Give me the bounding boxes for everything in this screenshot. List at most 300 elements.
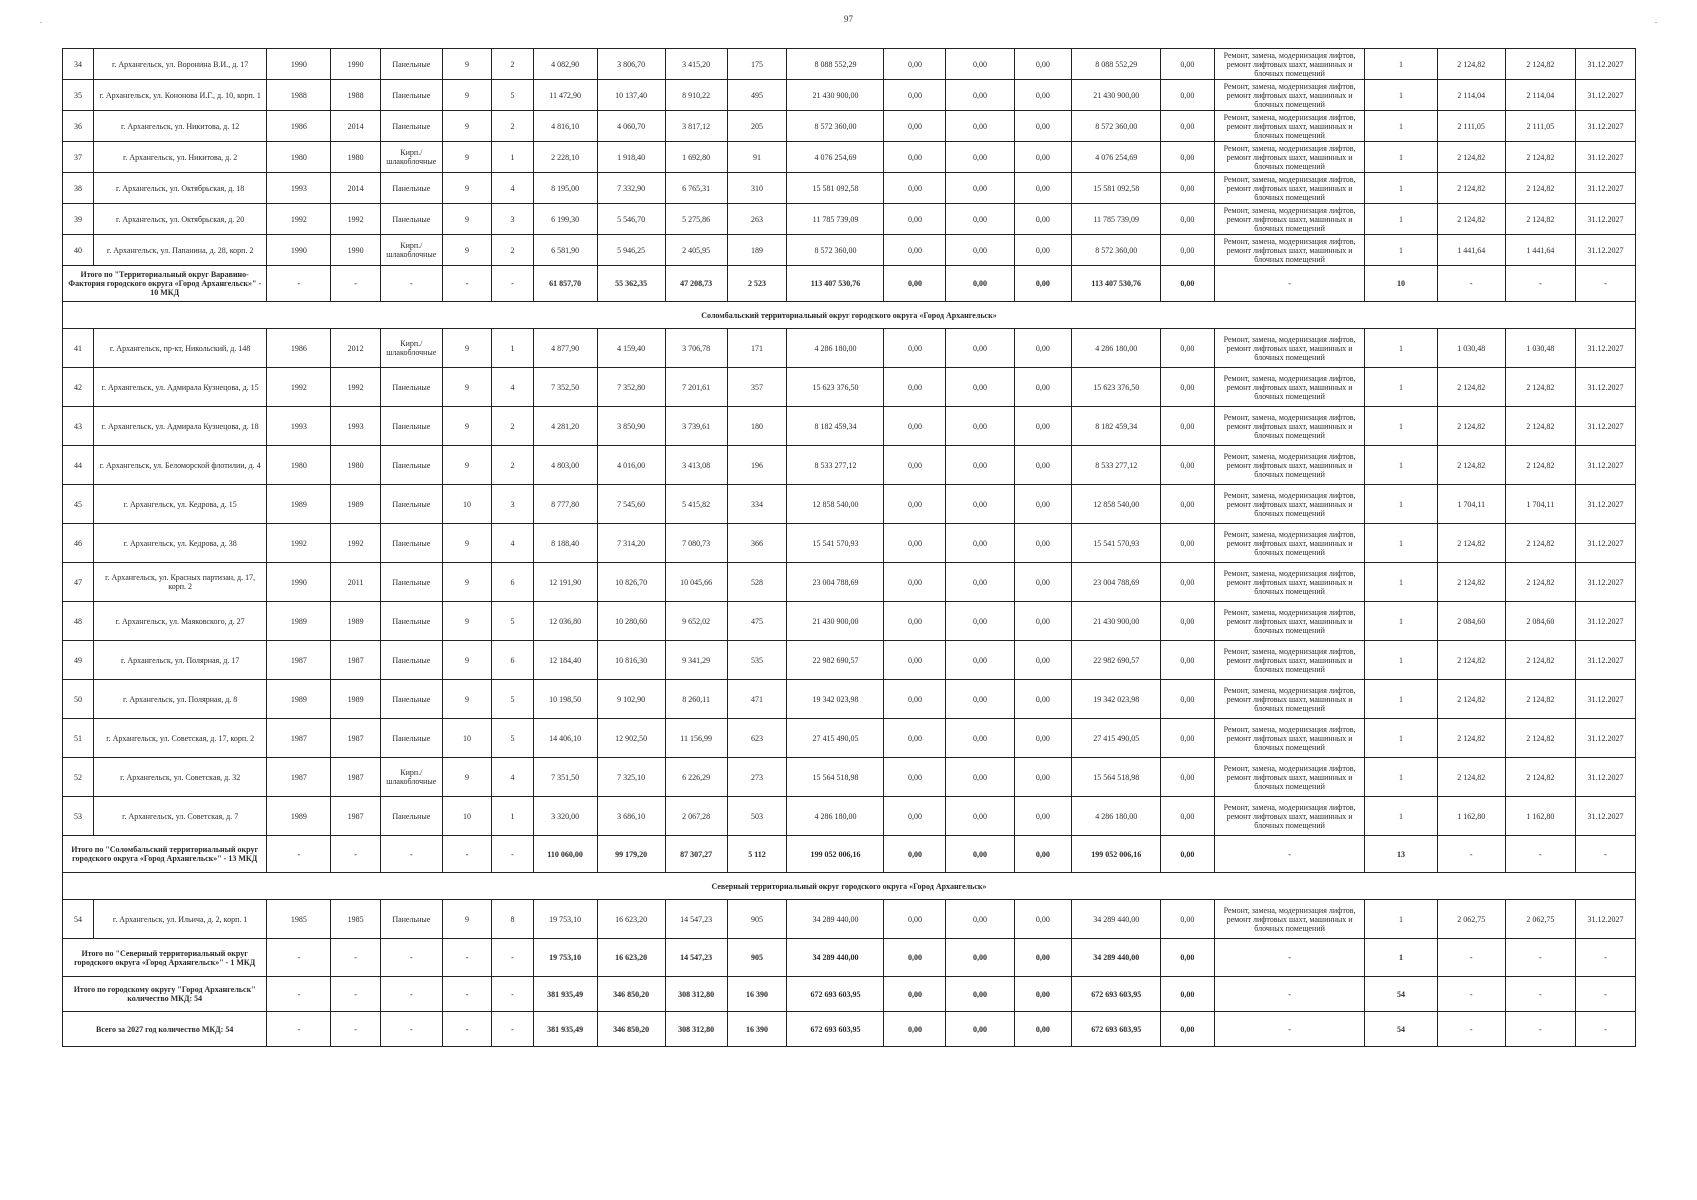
total-cost: 15 623 376,50 [787, 368, 884, 407]
unit-cost: 1 162,80 [1437, 797, 1505, 836]
fund-other: 0,00 [1161, 977, 1215, 1012]
fund-owners: 4 286 180,00 [1072, 329, 1161, 368]
fund-other: 0,00 [1161, 173, 1215, 204]
residents-count: 175 [727, 49, 787, 80]
fund-federal: 0,00 [884, 900, 946, 939]
total-cost: 4 286 180,00 [787, 329, 884, 368]
unit-cost-limit: 2 111,05 [1505, 111, 1575, 142]
total-cost: 12 858 540,00 [787, 485, 884, 524]
year-reconstructed: 1985 [331, 900, 381, 939]
fund-other: 0,00 [1161, 235, 1215, 266]
total-area: 4 877,90 [533, 329, 597, 368]
corner-mark-right: . [1655, 16, 1657, 25]
work-description: Ремонт, замена, модернизация лифтов, ремонт лифтовых шахт, машинных и блочных помещений [1214, 485, 1365, 524]
table-row [63, 602, 1636, 641]
fund-other: 0,00 [1161, 797, 1215, 836]
unit-cost-placeholder: - [1437, 977, 1505, 1012]
fund-owners: 8 572 360,00 [1072, 111, 1161, 142]
fund-federal: 0,00 [884, 329, 946, 368]
building-address: г. Архангельск, ул. Маяковского, д. 27 [93, 602, 266, 641]
fund-local: 0,00 [1014, 173, 1072, 204]
residential-area: 3 413,08 [665, 446, 727, 485]
year-reconstructed: 1992 [331, 524, 381, 563]
unit-cost-limit-placeholder: - [1505, 977, 1575, 1012]
residential-area: 5 415,82 [665, 485, 727, 524]
table-row [63, 524, 1636, 563]
entrances-placeholder: - [492, 266, 533, 302]
table-row [63, 900, 1636, 939]
fund-local: 0,00 [1014, 977, 1072, 1012]
work-type-placeholder: - [1214, 977, 1365, 1012]
deadline: 31.12.2027 [1575, 407, 1635, 446]
wall-material: Панельные [380, 680, 442, 719]
work-count: 1 [1365, 446, 1437, 485]
year-built-placeholder: - [267, 977, 331, 1012]
fund-federal: 0,00 [884, 173, 946, 204]
total-row [63, 266, 1636, 302]
deadline: 31.12.2027 [1575, 329, 1635, 368]
table-row [63, 368, 1636, 407]
floors: 9 [442, 204, 492, 235]
fund-owners: 21 430 900,00 [1072, 602, 1161, 641]
work-type-placeholder: - [1214, 266, 1365, 302]
work-count: 1 [1365, 563, 1437, 602]
floors: 9 [442, 900, 492, 939]
row-number: 38 [63, 173, 94, 204]
total-label: Итого по "Соломбальский территориальный округ городского округа «Город Архангельск»" - 13 МКД [63, 836, 267, 873]
entrances: 5 [492, 602, 533, 641]
year-built: 1992 [267, 524, 331, 563]
unit-cost-limit: 2 124,82 [1505, 446, 1575, 485]
total-area: 110 060,00 [533, 836, 597, 873]
fund-other: 0,00 [1161, 204, 1215, 235]
wall-material: Панельные [380, 524, 442, 563]
work-count: 1 [1365, 485, 1437, 524]
residents-count: 471 [727, 680, 787, 719]
total-cost: 34 289 440,00 [787, 939, 884, 977]
year-reconstructed: 1993 [331, 407, 381, 446]
building-address: г. Архангельск, ул. Кононова И.Г., д. 10, корп. 1 [93, 80, 266, 111]
deadline: 31.12.2027 [1575, 80, 1635, 111]
corner-mark-left: . [40, 16, 42, 25]
fund-federal: 0,00 [884, 977, 946, 1012]
work-description: Ремонт, замена, модернизация лифтов, ремонт лифтовых шахт, машинных и блочных помещений [1214, 142, 1365, 173]
entrances-placeholder: - [492, 939, 533, 977]
wall-material-placeholder: - [380, 939, 442, 977]
fund-other: 0,00 [1161, 368, 1215, 407]
unit-cost-limit: 2 124,82 [1505, 204, 1575, 235]
premises-area: 5 546,70 [597, 204, 665, 235]
fund-local: 0,00 [1014, 142, 1072, 173]
year-reconstructed: 2011 [331, 563, 381, 602]
residents-count: 905 [727, 900, 787, 939]
fund-federal: 0,00 [884, 235, 946, 266]
year-reconstructed: 1980 [331, 142, 381, 173]
work-count: 1 [1365, 173, 1437, 204]
year-built: 1989 [267, 680, 331, 719]
total-area: 4 803,00 [533, 446, 597, 485]
table-body [63, 49, 1636, 1047]
fund-local: 0,00 [1014, 446, 1072, 485]
row-number: 45 [63, 485, 94, 524]
unit-cost-limit-placeholder: - [1505, 1012, 1575, 1047]
wall-material: Кирп./ шлакоблочные [380, 235, 442, 266]
fund-federal: 0,00 [884, 836, 946, 873]
fund-other: 0,00 [1161, 900, 1215, 939]
unit-cost-limit: 1 162,80 [1505, 797, 1575, 836]
unit-cost: 2 124,82 [1437, 173, 1505, 204]
floors: 9 [442, 524, 492, 563]
fund-local: 0,00 [1014, 49, 1072, 80]
floors: 9 [442, 235, 492, 266]
entrances: 1 [492, 142, 533, 173]
deadline: 31.12.2027 [1575, 49, 1635, 80]
work-count: 1 [1365, 524, 1437, 563]
total-area: 6 581,90 [533, 235, 597, 266]
total-cost: 4 076 254,69 [787, 142, 884, 173]
row-number: 36 [63, 111, 94, 142]
wall-material: Панельные [380, 719, 442, 758]
unit-cost: 1 030,48 [1437, 329, 1505, 368]
work-count: 1 [1365, 235, 1437, 266]
year-reconstructed: 1989 [331, 602, 381, 641]
residential-area: 308 312,80 [665, 977, 727, 1012]
building-address: г. Архангельск, ул. Никитова, д. 12 [93, 111, 266, 142]
unit-cost: 2 062,75 [1437, 900, 1505, 939]
fund-local: 0,00 [1014, 719, 1072, 758]
premises-area: 3 686,10 [597, 797, 665, 836]
row-number: 53 [63, 797, 94, 836]
residents-count: 357 [727, 368, 787, 407]
fund-local: 0,00 [1014, 235, 1072, 266]
unit-cost: 2 124,82 [1437, 142, 1505, 173]
wall-material: Панельные [380, 446, 442, 485]
deadline-placeholder: - [1575, 1012, 1635, 1047]
work-count: 1 [1365, 939, 1437, 977]
work-description: Ремонт, замена, модернизация лифтов, ремонт лифтовых шахт, машинных и блочных помещений [1214, 719, 1365, 758]
deadline: 31.12.2027 [1575, 204, 1635, 235]
fund-regional: 0,00 [946, 329, 1014, 368]
premises-area: 7 314,20 [597, 524, 665, 563]
fund-owners: 4 076 254,69 [1072, 142, 1161, 173]
fund-other: 0,00 [1161, 446, 1215, 485]
deadline: 31.12.2027 [1575, 602, 1635, 641]
floors: 9 [442, 173, 492, 204]
fund-federal: 0,00 [884, 797, 946, 836]
wall-material: Панельные [380, 80, 442, 111]
premises-area: 3 806,70 [597, 49, 665, 80]
work-description: Ремонт, замена, модернизация лифтов, ремонт лифтовых шахт, машинных и блочных помещений [1214, 235, 1365, 266]
work-description: Ремонт, замена, модернизация лифтов, ремонт лифтовых шахт, машинных и блочных помещений [1214, 407, 1365, 446]
table-row [63, 407, 1636, 446]
unit-cost-limit: 2 124,82 [1505, 524, 1575, 563]
row-number: 44 [63, 446, 94, 485]
residential-area: 3 706,78 [665, 329, 727, 368]
floors: 9 [442, 563, 492, 602]
premises-area: 4 060,70 [597, 111, 665, 142]
fund-regional: 0,00 [946, 836, 1014, 873]
entrances: 8 [492, 900, 533, 939]
work-count: 54 [1365, 1012, 1437, 1047]
table-row [63, 80, 1636, 111]
work-count: 1 [1365, 641, 1437, 680]
wall-material: Кирп./ шлакоблочные [380, 329, 442, 368]
fund-other: 0,00 [1161, 602, 1215, 641]
table-row [63, 719, 1636, 758]
wall-material: Панельные [380, 111, 442, 142]
deadline: 31.12.2027 [1575, 485, 1635, 524]
fund-regional: 0,00 [946, 485, 1014, 524]
work-description: Ремонт, замена, модернизация лифтов, ремонт лифтовых шахт, машинных и блочных помещений [1214, 204, 1365, 235]
residents-count: 528 [727, 563, 787, 602]
fund-federal: 0,00 [884, 563, 946, 602]
table-row [63, 173, 1636, 204]
year-reconstructed: 1992 [331, 204, 381, 235]
work-description: Ремонт, замена, модернизация лифтов, ремонт лифтовых шахт, машинных и блочных помещений [1214, 49, 1365, 80]
wall-material-placeholder: - [380, 836, 442, 873]
floors: 9 [442, 602, 492, 641]
year-reconstructed: 1987 [331, 719, 381, 758]
total-area: 7 351,50 [533, 758, 597, 797]
residents-count: 205 [727, 111, 787, 142]
building-address: г. Архангельск, ул. Полярная, д. 17 [93, 641, 266, 680]
fund-owners: 15 623 376,50 [1072, 368, 1161, 407]
residential-area: 2 405,95 [665, 235, 727, 266]
year-built: 1990 [267, 563, 331, 602]
deadline: 31.12.2027 [1575, 719, 1635, 758]
residents-count: 535 [727, 641, 787, 680]
fund-regional: 0,00 [946, 111, 1014, 142]
building-address: г. Архангельск, ул. Адмирала Кузнецова, д. 15 [93, 368, 266, 407]
building-address: г. Архангельск, ул. Октябрьская, д. 18 [93, 173, 266, 204]
unit-cost-limit: 2 124,82 [1505, 49, 1575, 80]
fund-federal: 0,00 [884, 80, 946, 111]
total-cost: 8 572 360,00 [787, 111, 884, 142]
table-row [63, 680, 1636, 719]
fund-other: 0,00 [1161, 719, 1215, 758]
residents-count: 196 [727, 446, 787, 485]
fund-local: 0,00 [1014, 524, 1072, 563]
year-reconstructed: 1987 [331, 641, 381, 680]
fund-owners: 8 182 459,34 [1072, 407, 1161, 446]
floors-placeholder: - [442, 1012, 492, 1047]
section-title: Северный территориальный округ городского округа «Город Архангельск» [63, 873, 1636, 900]
unit-cost: 2 114,04 [1437, 80, 1505, 111]
year-reconstructed: 1987 [331, 797, 381, 836]
fund-federal: 0,00 [884, 680, 946, 719]
residential-area: 47 208,73 [665, 266, 727, 302]
fund-owners: 199 052 006,16 [1072, 836, 1161, 873]
year-reconstructed-placeholder: - [331, 977, 381, 1012]
total-cost: 113 407 530,76 [787, 266, 884, 302]
fund-regional: 0,00 [946, 758, 1014, 797]
residents-count: 310 [727, 173, 787, 204]
work-description: Ремонт, замена, модернизация лифтов, ремонт лифтовых шахт, машинных и блочных помещений [1214, 329, 1365, 368]
year-reconstructed: 1980 [331, 446, 381, 485]
fund-local: 0,00 [1014, 329, 1072, 368]
unit-cost-limit: 2 062,75 [1505, 900, 1575, 939]
building-address: г. Архангельск, пр-кт, Никольский, д. 148 [93, 329, 266, 368]
floors-placeholder: - [442, 977, 492, 1012]
total-area: 8 777,80 [533, 485, 597, 524]
total-area: 8 188,40 [533, 524, 597, 563]
building-address: г. Архангельск, ул. Воронина В.И., д. 17 [93, 49, 266, 80]
work-count: 1 [1365, 49, 1437, 80]
table-row [63, 111, 1636, 142]
total-cost: 4 286 180,00 [787, 797, 884, 836]
total-label: Итого по "Северный территориальный округ городского округа «Город Архангельск»" - 1 МКД [63, 939, 267, 977]
year-built: 1986 [267, 329, 331, 368]
work-description: Ремонт, замена, модернизация лифтов, ремонт лифтовых шахт, машинных и блочных помещений [1214, 80, 1365, 111]
fund-other: 0,00 [1161, 407, 1215, 446]
year-reconstructed: 1989 [331, 485, 381, 524]
work-type-placeholder: - [1214, 1012, 1365, 1047]
row-number: 40 [63, 235, 94, 266]
row-number: 37 [63, 142, 94, 173]
year-reconstructed: 2012 [331, 329, 381, 368]
work-count: 1 [1365, 204, 1437, 235]
unit-cost-placeholder: - [1437, 836, 1505, 873]
program-table-container [62, 48, 1636, 1047]
unit-cost: 2 124,82 [1437, 758, 1505, 797]
entrances: 5 [492, 80, 533, 111]
floors: 9 [442, 80, 492, 111]
unit-cost: 2 124,82 [1437, 49, 1505, 80]
year-built: 1987 [267, 641, 331, 680]
total-cost: 8 088 552,29 [787, 49, 884, 80]
entrances: 4 [492, 368, 533, 407]
premises-area: 10 816,30 [597, 641, 665, 680]
fund-other: 0,00 [1161, 111, 1215, 142]
floors: 9 [442, 111, 492, 142]
deadline-placeholder: - [1575, 836, 1635, 873]
work-count: 54 [1365, 977, 1437, 1012]
premises-area: 16 623,20 [597, 900, 665, 939]
year-built-placeholder: - [267, 939, 331, 977]
wall-material-placeholder: - [380, 1012, 442, 1047]
entrances: 1 [492, 329, 533, 368]
total-cost: 27 415 490,05 [787, 719, 884, 758]
entrances: 2 [492, 49, 533, 80]
fund-owners: 8 088 552,29 [1072, 49, 1161, 80]
premises-area: 4 016,00 [597, 446, 665, 485]
residential-area: 87 307,27 [665, 836, 727, 873]
total-area: 6 199,30 [533, 204, 597, 235]
floors: 10 [442, 797, 492, 836]
floors: 9 [442, 446, 492, 485]
entrances: 6 [492, 563, 533, 602]
unit-cost-limit-placeholder: - [1505, 266, 1575, 302]
year-built: 1986 [267, 111, 331, 142]
fund-federal: 0,00 [884, 758, 946, 797]
residents-count: 623 [727, 719, 787, 758]
total-area: 7 352,50 [533, 368, 597, 407]
year-built: 1989 [267, 797, 331, 836]
total-area: 10 198,50 [533, 680, 597, 719]
floors-placeholder: - [442, 939, 492, 977]
fund-other: 0,00 [1161, 939, 1215, 977]
building-address: г. Архангельск, ул. Полярная, д. 8 [93, 680, 266, 719]
total-area: 11 472,90 [533, 80, 597, 111]
fund-owners: 22 982 690,57 [1072, 641, 1161, 680]
deadline: 31.12.2027 [1575, 680, 1635, 719]
year-reconstructed-placeholder: - [331, 1012, 381, 1047]
total-row [63, 939, 1636, 977]
fund-local: 0,00 [1014, 368, 1072, 407]
fund-owners: 34 289 440,00 [1072, 900, 1161, 939]
fund-owners: 113 407 530,76 [1072, 266, 1161, 302]
floors: 9 [442, 407, 492, 446]
fund-owners: 23 004 788,69 [1072, 563, 1161, 602]
building-address: г. Архангельск, ул. Кедрова, д. 15 [93, 485, 266, 524]
fund-other: 0,00 [1161, 329, 1215, 368]
table-row [63, 204, 1636, 235]
fund-owners: 21 430 900,00 [1072, 80, 1161, 111]
total-area: 3 320,00 [533, 797, 597, 836]
total-area: 12 036,80 [533, 602, 597, 641]
entrances: 3 [492, 204, 533, 235]
unit-cost-placeholder: - [1437, 939, 1505, 977]
work-description: Ремонт, замена, модернизация лифтов, ремонт лифтовых шахт, машинных и блочных помещений [1214, 758, 1365, 797]
fund-regional: 0,00 [946, 641, 1014, 680]
fund-other: 0,00 [1161, 836, 1215, 873]
fund-owners: 4 286 180,00 [1072, 797, 1161, 836]
section-header-row [63, 873, 1636, 900]
year-reconstructed: 1990 [331, 235, 381, 266]
wall-material: Панельные [380, 563, 442, 602]
entrances: 2 [492, 111, 533, 142]
unit-cost-limit: 1 441,64 [1505, 235, 1575, 266]
year-reconstructed-placeholder: - [331, 939, 381, 977]
fund-other: 0,00 [1161, 524, 1215, 563]
year-reconstructed: 2014 [331, 111, 381, 142]
total-cost: 21 430 900,00 [787, 80, 884, 111]
fund-regional: 0,00 [946, 680, 1014, 719]
table-row [63, 758, 1636, 797]
fund-other: 0,00 [1161, 485, 1215, 524]
wall-material-placeholder: - [380, 266, 442, 302]
residents-count: 503 [727, 797, 787, 836]
unit-cost: 2 084,60 [1437, 602, 1505, 641]
wall-material: Панельные [380, 900, 442, 939]
unit-cost-placeholder: - [1437, 266, 1505, 302]
unit-cost-placeholder: - [1437, 1012, 1505, 1047]
residential-area: 8 910,22 [665, 80, 727, 111]
year-built: 1990 [267, 49, 331, 80]
total-cost: 199 052 006,16 [787, 836, 884, 873]
building-address: г. Архангельск, ул. Папанина, д. 28, корп. 2 [93, 235, 266, 266]
wall-material: Панельные [380, 49, 442, 80]
fund-local: 0,00 [1014, 111, 1072, 142]
fund-owners: 27 415 490,05 [1072, 719, 1161, 758]
total-area: 61 857,70 [533, 266, 597, 302]
residential-area: 9 341,29 [665, 641, 727, 680]
deadline: 31.12.2027 [1575, 797, 1635, 836]
table-row [63, 485, 1636, 524]
work-count: 1 [1365, 142, 1437, 173]
work-description: Ремонт, замена, модернизация лифтов, ремонт лифтовых шахт, машинных и блочных помещений [1214, 446, 1365, 485]
row-number: 52 [63, 758, 94, 797]
unit-cost: 2 124,82 [1437, 563, 1505, 602]
residential-area: 3 739,61 [665, 407, 727, 446]
residents-count: 475 [727, 602, 787, 641]
premises-area: 10 137,40 [597, 80, 665, 111]
building-address: г. Архангельск, ул. Никитова, д. 2 [93, 142, 266, 173]
floors: 9 [442, 329, 492, 368]
building-address: г. Архангельск, ул. Адмирала Кузнецова, д. 18 [93, 407, 266, 446]
year-reconstructed-placeholder: - [331, 836, 381, 873]
total-area: 12 191,90 [533, 563, 597, 602]
